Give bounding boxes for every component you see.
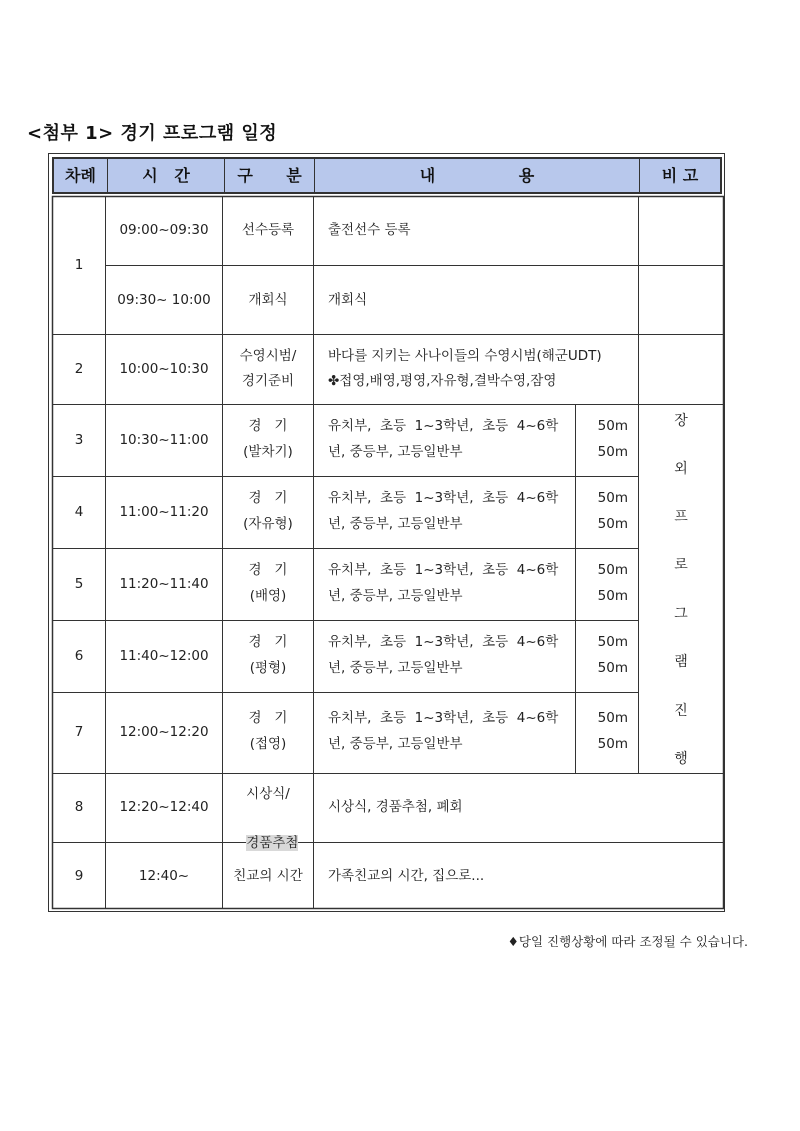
side-note-char-7: 진	[674, 703, 688, 719]
row6-category-line2: (평형)	[249, 660, 287, 676]
row3-category-line2: (발차기)	[243, 444, 293, 460]
row8-time: 12:20~12:40	[119, 799, 209, 815]
row5-order: 5	[74, 576, 84, 592]
row5-category-line2: (배영)	[249, 588, 287, 604]
row6-distance-2: 50m	[597, 660, 628, 676]
row8-content: 시상식, 경품추첨, 폐회	[328, 799, 463, 815]
row3-distance-1: 50m	[597, 418, 628, 434]
row2-category-line1: 수영시범/	[239, 348, 297, 364]
row7-content-line2: 년, 중등부, 고등일반부	[328, 736, 463, 752]
row8-order: 8	[74, 799, 84, 815]
row6-content-line1: 유치부, 초등 1~3학년, 초등 4~6학	[328, 634, 559, 650]
row7-content-line1: 유치부, 초등 1~3학년, 초등 4~6학	[328, 710, 559, 726]
row1a-category: 선수등록	[241, 222, 295, 238]
row4-time: 11:00~11:20	[119, 504, 209, 520]
side-note-char-5: 그	[674, 606, 688, 622]
row3-time: 10:30~11:00	[119, 432, 209, 448]
header-time: 시 간	[142, 166, 190, 185]
row7-time: 12:00~12:20	[119, 724, 209, 740]
row2-time: 10:00~10:30	[119, 361, 209, 377]
row9-order: 9	[74, 868, 84, 884]
row7-category-line2: (접영)	[249, 736, 287, 752]
side-note-char-8: 행	[674, 751, 688, 767]
row5-time: 11:20~11:40	[119, 576, 209, 592]
side-note-char-2: 외	[674, 461, 688, 477]
side-note-char-1: 장	[674, 413, 688, 429]
row3-order: 3	[74, 432, 84, 448]
row3-category-line1: 경 기	[248, 418, 288, 434]
row8-category-line2	[223, 807, 313, 855]
row1-order: 1	[74, 257, 84, 273]
row5-content-line2: 년, 중등부, 고등일반부	[328, 588, 463, 604]
row4-distance-2: 50m	[597, 516, 628, 532]
row6-category-line1: 경 기	[248, 634, 288, 650]
row3-content-line2: 년, 중등부, 고등일반부	[328, 444, 463, 460]
table-header	[52, 157, 722, 194]
row7-distance-1: 50m	[597, 710, 628, 726]
row5-distance-2: 50m	[597, 588, 628, 604]
row7-category-line1: 경 기	[248, 710, 288, 726]
row2-content-line1: 바다를 지키는 사나이들의 수영시범(해군UDT)	[328, 348, 602, 364]
row9-content: 가족친교의 시간, 집으로...	[328, 868, 485, 884]
row6-content-line2: 년, 중등부, 고등일반부	[328, 660, 463, 676]
header-order: 차례	[65, 166, 96, 185]
row4-distance-1: 50m	[597, 490, 628, 506]
side-note-char-6: 램	[674, 654, 688, 670]
row2-content-line2: ✤접영,배영,평영,자유형,결박수영,잠영	[328, 373, 557, 389]
row5-distance-1: 50m	[597, 562, 628, 578]
row9-category: 친교의 시간	[233, 868, 303, 884]
row4-category-line2: (자유형)	[243, 516, 293, 532]
highlighted-text: 경품추첨	[246, 835, 299, 851]
row4-content-line1: 유치부, 초등 1~3학년, 초등 4~6학	[328, 490, 559, 506]
row6-order: 6	[74, 648, 84, 664]
row1b-time: 09:30~ 10:00	[117, 292, 211, 308]
row3-distance-2: 50m	[597, 444, 628, 460]
row1a-content: 출전선수 등록	[328, 222, 411, 238]
row2-order: 2	[74, 361, 84, 377]
row7-distance-2: 50m	[597, 736, 628, 752]
row5-content-line1: 유치부, 초등 1~3학년, 초등 4~6학	[328, 562, 559, 578]
row6-time: 11:40~12:00	[119, 648, 209, 664]
row9-time: 12:40~	[138, 868, 190, 884]
side-note-char-4: 로	[674, 557, 688, 573]
row4-category-line1: 경 기	[248, 490, 288, 506]
row1b-content: 개회식	[328, 292, 368, 308]
row1b-category: 개회식	[248, 292, 288, 308]
row4-order: 4	[74, 504, 84, 520]
row5-category-line1: 경 기	[248, 562, 288, 578]
row6-distance-1: 50m	[597, 634, 628, 650]
row1a-time: 09:00~09:30	[119, 222, 209, 238]
row7-order: 7	[74, 724, 84, 740]
side-note-char-3: 프	[674, 509, 688, 525]
row3-content-line1: 유치부, 초등 1~3학년, 초등 4~6학	[328, 418, 559, 434]
footnote: ♦당일 진행상황에 따라 조정될 수 있습니다.	[507, 934, 748, 949]
header-category: 구 분	[237, 166, 302, 185]
page-title: <첨부 1> 경기 프로그램 일정	[27, 123, 278, 144]
row4-content-line2: 년, 중등부, 고등일반부	[328, 516, 463, 532]
header-content: 내 용	[419, 166, 535, 185]
row2-category-line2: 경기준비	[241, 373, 295, 389]
row8-category-line1: 시상식/	[246, 786, 290, 802]
header-note: 비 고	[661, 166, 699, 185]
